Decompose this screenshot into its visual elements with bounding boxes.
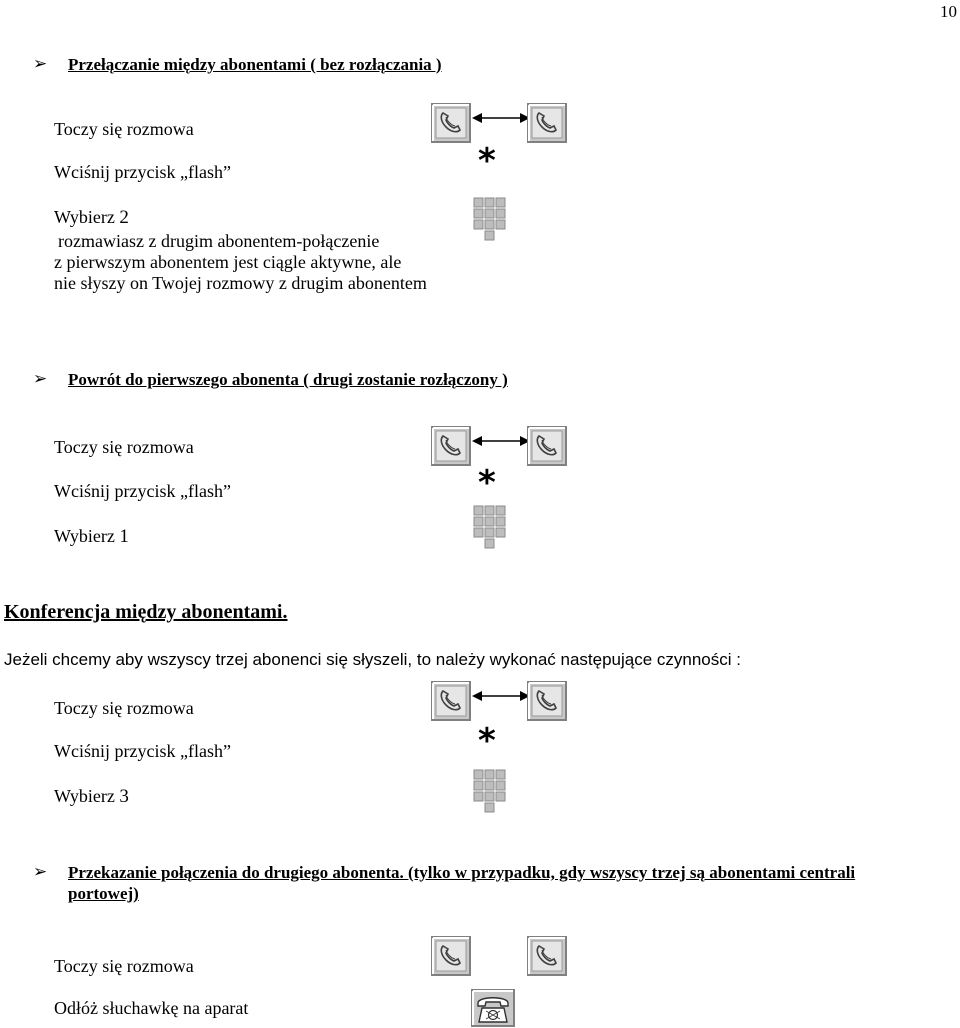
step-dial <box>54 526 129 548</box>
handset-transfer-diagram <box>432 682 568 722</box>
phone-handset-icon <box>528 937 566 975</box>
step-dial <box>54 207 129 229</box>
step-dial <box>54 786 129 808</box>
step-press-flash: Wciśnij przycisk „flash” <box>54 741 231 761</box>
step-dial-digit: 1 <box>119 526 129 547</box>
asterisk-key-icon: * <box>478 721 496 761</box>
note-line: rozmawiasz z drugim abonentem-połączenie <box>58 231 380 251</box>
phone-handset-icon <box>528 104 566 142</box>
handset-transfer-diagram <box>432 427 568 467</box>
phone-handset-icon <box>528 427 566 465</box>
step-hang-up: Odłóż słuchawkę na aparat <box>54 998 249 1018</box>
phone-handset-icon <box>432 682 470 720</box>
arrowhead-bullet-icon: ➢ <box>33 54 48 74</box>
step-call-ongoing: Toczy się rozmowa <box>54 437 194 457</box>
double-arrow-icon <box>472 113 530 123</box>
handset-pair-diagram <box>432 937 568 977</box>
double-arrow-icon <box>472 691 530 701</box>
step-dial-label: Wybierz <box>54 207 120 227</box>
step-call-ongoing: Toczy się rozmowa <box>54 956 194 976</box>
step-press-flash: Wciśnij przycisk „flash” <box>54 162 231 182</box>
phone-handset-icon <box>432 937 470 975</box>
step-call-ongoing: Toczy się rozmowa <box>54 119 194 139</box>
note-line: nie słyszy on Twojej rozmowy z drugim abonentem <box>54 273 427 293</box>
asterisk-key-icon: * <box>478 463 496 503</box>
phone-handset-icon <box>528 682 566 720</box>
keypad-icon <box>474 770 508 814</box>
desk-phone-icon <box>472 990 514 1026</box>
arrowhead-bullet-icon: ➢ <box>33 862 48 882</box>
handset-transfer-diagram <box>432 104 568 144</box>
page-number: 10 <box>940 2 957 21</box>
section-heading-return: Powrót do pierwszego abonenta ( drugi zostanie rozłączony ) <box>68 370 508 389</box>
section-heading-transfer: Przekazanie połączenia do drugiego abonenta. (tylko w przypadku, gdy wszyscy trzej są abonentami centrali <box>68 863 856 882</box>
note-line: z pierwszym abonentem jest ciągle aktywne, ale <box>54 252 402 272</box>
asterisk-key-icon: * <box>478 141 496 181</box>
step-dial-label: Wybierz <box>54 526 120 546</box>
step-call-ongoing: Toczy się rozmowa <box>54 698 194 718</box>
section-title-conference: Konferencja między abonentami. <box>4 601 288 623</box>
double-arrow-icon <box>472 436 530 446</box>
step-dial-digit: 2 <box>119 207 129 228</box>
step-dial-digit: 3 <box>119 786 129 807</box>
conference-intro: Jeżeli chcemy aby wszyscy trzej abonenci się słyszeli, to należy wykonać następujące czynności : <box>4 650 741 669</box>
phone-handset-icon <box>432 104 470 142</box>
section-heading-transfer-cont: portowej) <box>68 884 139 903</box>
keypad-icon <box>474 506 508 550</box>
phone-handset-icon <box>432 427 470 465</box>
arrowhead-bullet-icon: ➢ <box>33 369 48 389</box>
step-dial-label: Wybierz <box>54 786 120 806</box>
step-press-flash: Wciśnij przycisk „flash” <box>54 481 231 501</box>
keypad-icon <box>474 198 508 242</box>
section-heading-switch: Przełączanie między abonentami ( bez rozłączania ) <box>68 55 442 74</box>
